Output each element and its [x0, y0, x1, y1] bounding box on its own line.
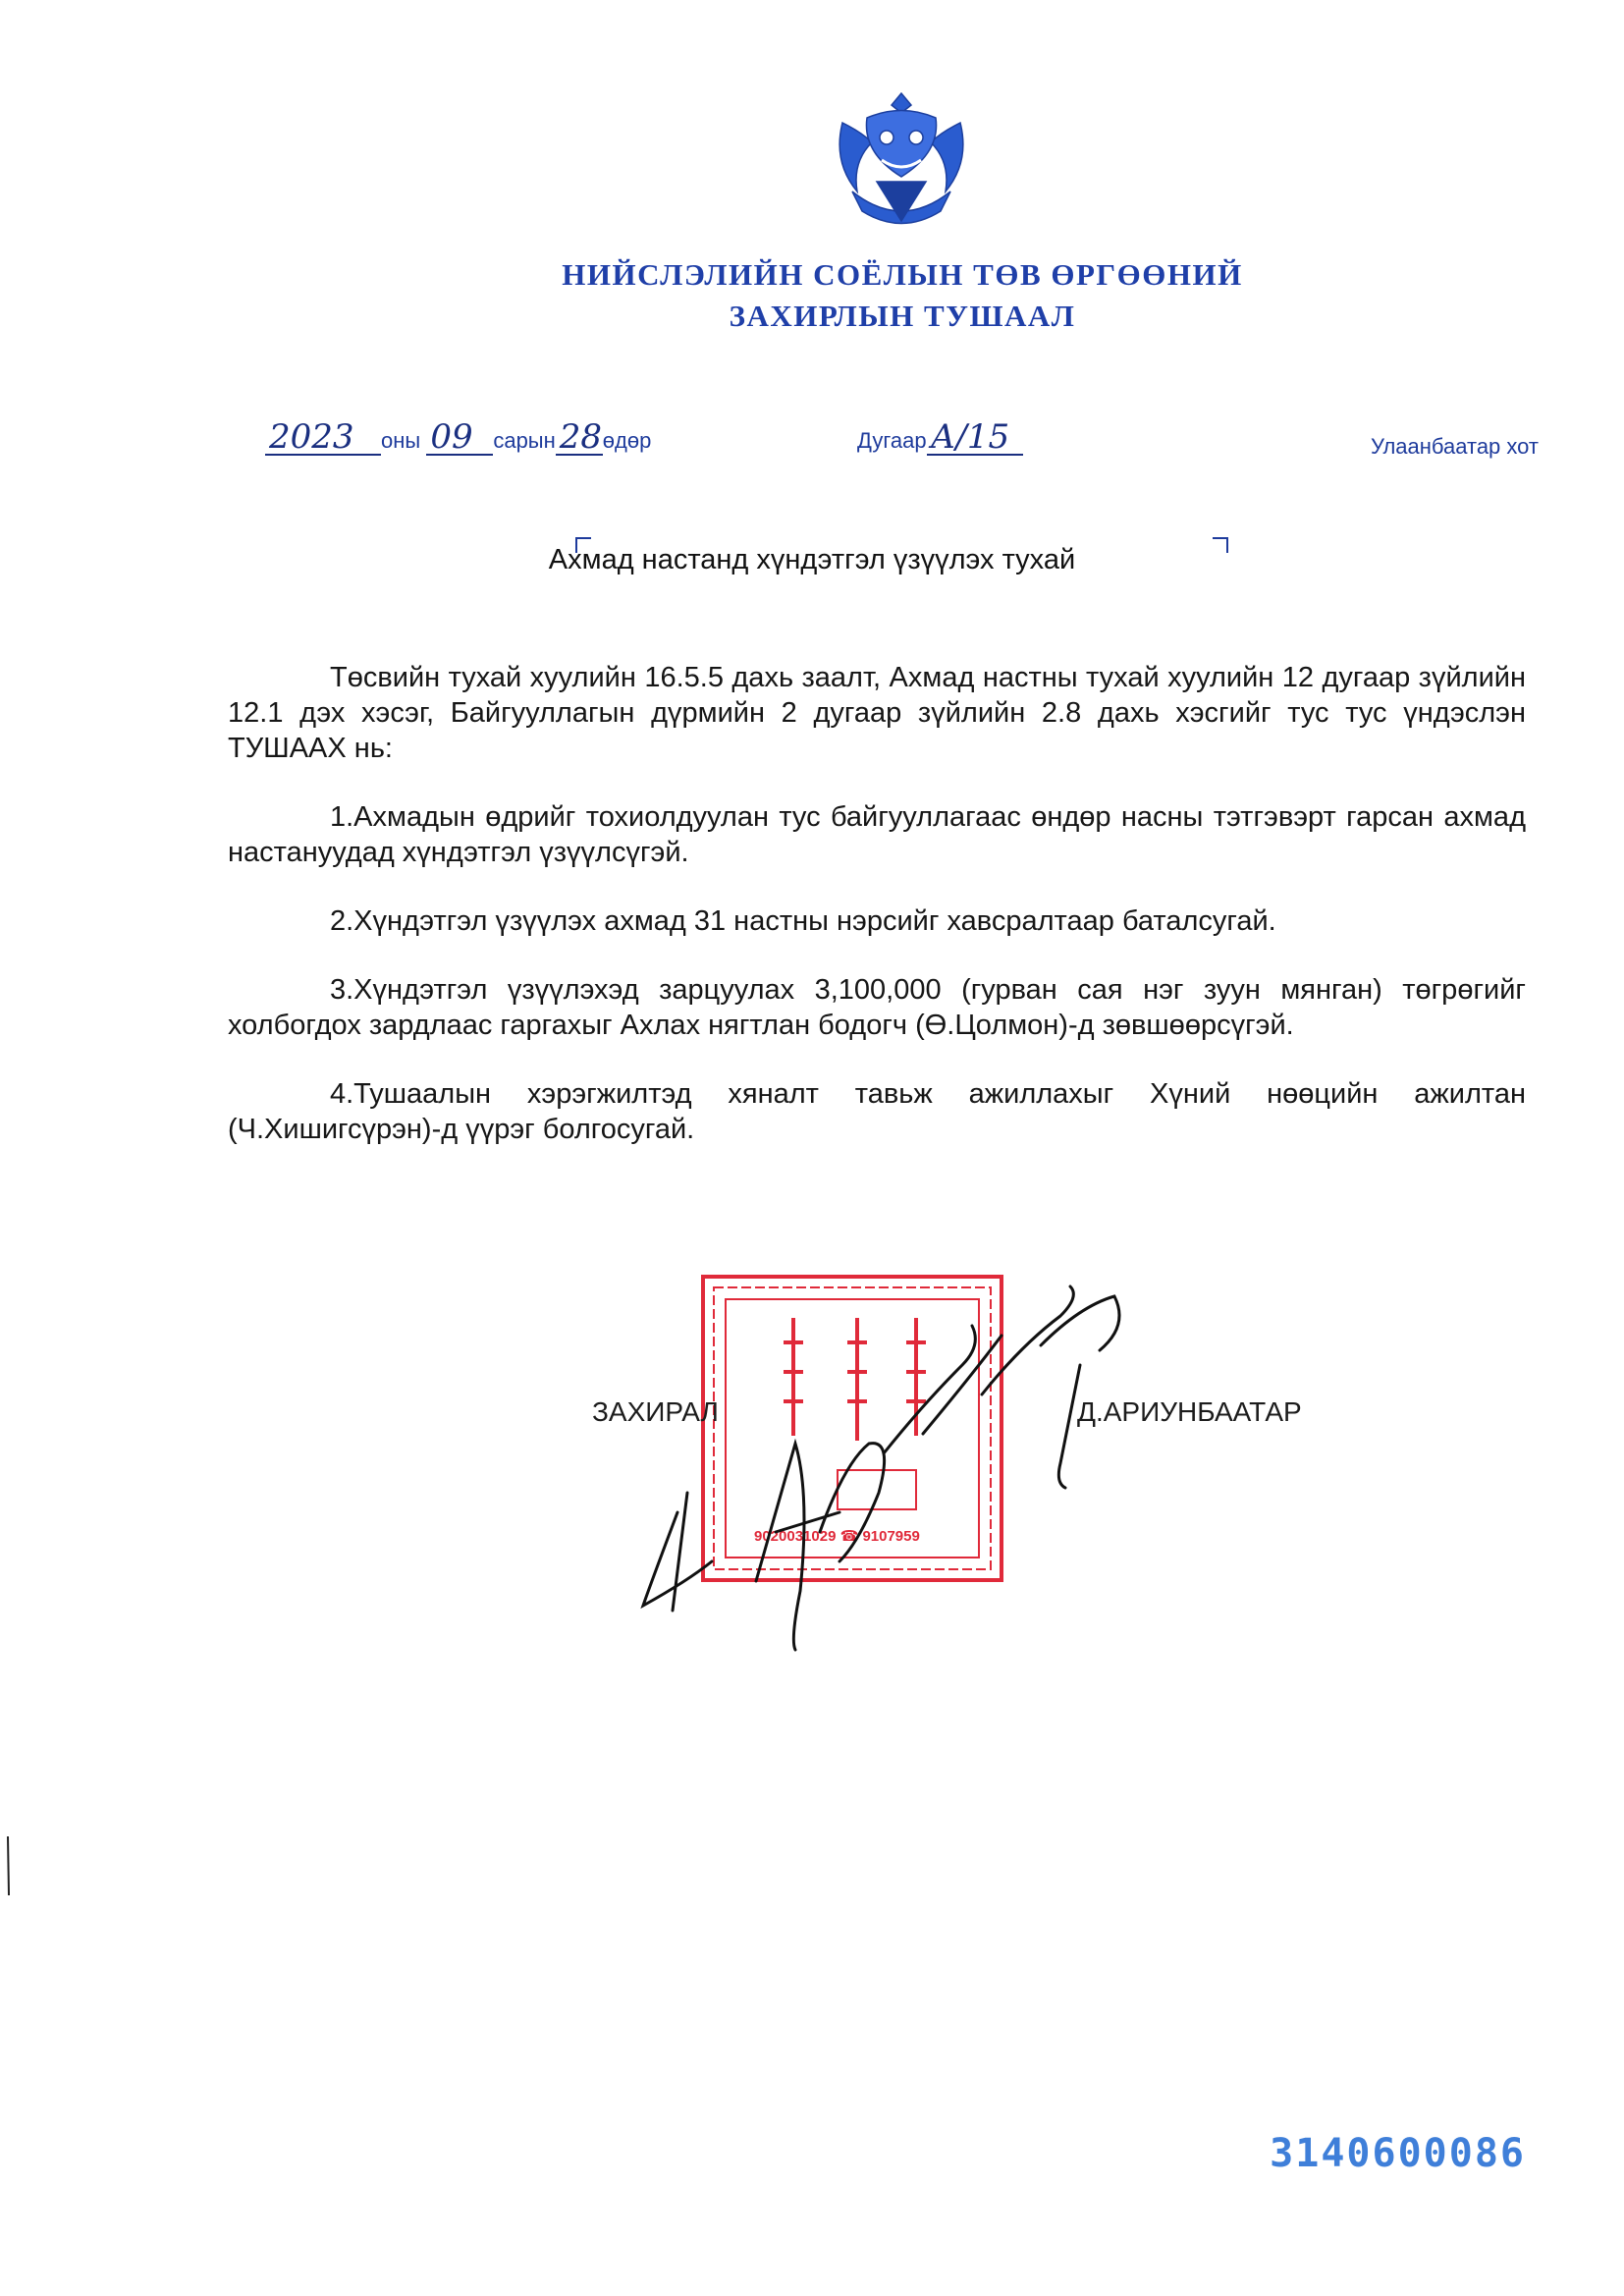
date-month: 09: [426, 420, 493, 456]
signer-name: Д.АРИУНБААТАР: [1077, 1396, 1302, 1427]
document-place: Улаанбаатар хот: [1370, 434, 1539, 459]
document-type-title: ЗАХИРЛЫН ТУШААЛ: [729, 299, 1076, 333]
date-year: 2023: [265, 420, 381, 456]
preamble-paragraph: Төсвийн тухай хуулийн 16.5.5 дахь заалт, Ахмад настны тухай хуулийн 12 дугаар зүйлийн 12.1 дэх хэсэг, Байгууллагын дүрмийн 2 дугаар зүйлийн 2.8 дахь хэсгийг тус тус үндэслэн ТУШААХ нь:: [228, 662, 1526, 764]
number-label: Дугаар: [857, 428, 927, 453]
order-item-4: 4.Тушаалын хэрэгжилтэд хяналт тавьж ажиллахыг Хүний нөөцийн ажилтан (Ч.Хишигсүрэн)-д үүрэг болгосугай.: [228, 1078, 1526, 1145]
seal-registration-text: 9020031029 ☎ 9107959: [754, 1528, 920, 1545]
order-item-1: 1.Ахмадын өдрийг тохиолдуулан тус байгууллагаас өндөр насны тэтгэвэрт гарсан ахмад настануудад хүндэтгэл үзүүлсүгэй.: [228, 801, 1526, 868]
document-date: [265, 417, 652, 457]
date-day: 28: [556, 420, 603, 456]
date-month-suffix: сарын: [493, 428, 556, 453]
document-subject: Ахмад настанд хүндэтгэл үзүүлэх тухай: [548, 544, 1076, 575]
order-item-3: 3.Хүндэтгэл үзүүлэхэд зарцуулах 3,100,000 (гурван сая нэг зуун мянган) төгрөгийг холбогдох зардлаас гаргахыг Ахлах нягтлан бодогч (Ө.Цолмон)-д зөвшөөрсүгэй.: [228, 974, 1526, 1041]
mongolia-state-emblem-icon: [823, 83, 980, 241]
order-item-2: 2.Хүндэтгэл үзүүлэх ахмад 31 настны нэрсийг хавсралтаар баталсугай.: [330, 905, 1276, 937]
organization-name: НИЙСЛЭЛИЙН СОЁЛЫН ТӨВ ӨРГӨӨНИЙ: [562, 257, 1243, 292]
handwritten-signature-icon: [628, 1267, 1139, 1660]
date-day-suffix: өдөр: [602, 428, 652, 453]
margin-mark-icon: [6, 1836, 10, 1895]
document-body: [228, 660, 1526, 1180]
signer-title: ЗАХИРАЛ: [592, 1396, 719, 1427]
registration-number: 3140600086: [1270, 2131, 1526, 2176]
date-year-suffix: оны: [381, 428, 421, 453]
document-number: [857, 417, 1023, 457]
number-value: А/15: [927, 420, 1023, 456]
